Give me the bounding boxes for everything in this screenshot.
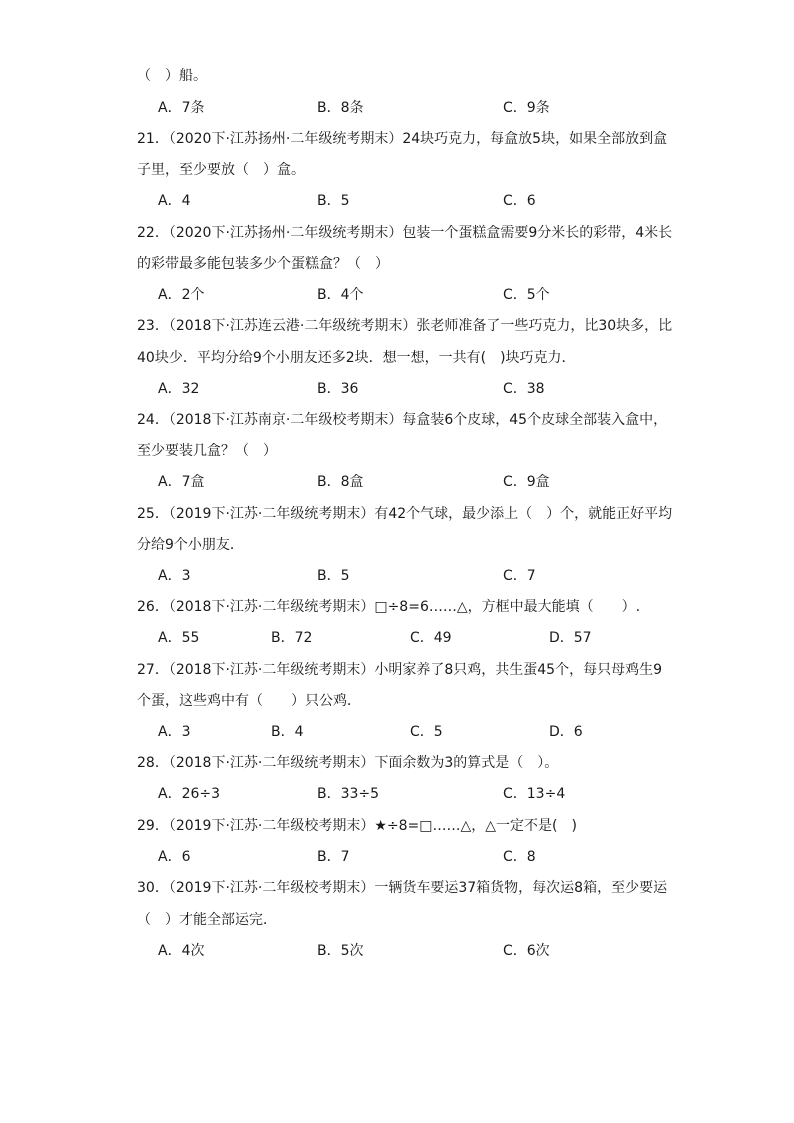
q29-option-c: C．8 bbox=[503, 849, 536, 865]
q28-option-b: B．33÷5 bbox=[317, 786, 380, 802]
q30-option-b: B．5次 bbox=[317, 943, 364, 959]
q23-stem-line1: 23．（2018下·江苏连云港·二年级统考期末）张老师准备了一些巧克力，比30块多，比 bbox=[137, 318, 673, 334]
q20-continuation: （ ）船。 bbox=[137, 68, 207, 84]
q25-option-a: A．3 bbox=[158, 568, 191, 584]
q24-stem-line1: 24．（2018下·江苏南京·二年级校考期末）每盒装6个皮球，45个皮球全部装入盒中， bbox=[137, 412, 668, 428]
q25-option-c: C．7 bbox=[503, 568, 536, 584]
q27-option-a: A．3 bbox=[158, 724, 191, 740]
q29-option-b: B．7 bbox=[317, 849, 350, 865]
q21-stem-line1: 21．（2020下·江苏扬州·二年级统考期末）24块巧克力，每盒放5块，如果全部放到盒 bbox=[137, 131, 668, 147]
q20-option-b: B．8条 bbox=[317, 100, 364, 116]
q23-option-c: C．38 bbox=[503, 381, 545, 397]
q24-option-b: B．8盒 bbox=[317, 474, 364, 490]
q21-option-a: A．4 bbox=[158, 193, 191, 209]
q30-stem-line2: （ ）才能全部运完． bbox=[137, 912, 277, 928]
q20-option-a: A．7条 bbox=[158, 100, 205, 116]
q22-stem-line1: 22．（2020下·江苏扬州·二年级统考期末）包装一个蛋糕盒需要9分米长的彩带，4米长 bbox=[137, 225, 673, 241]
q27-option-d: D．6 bbox=[549, 724, 583, 740]
q21-option-c: C．6 bbox=[503, 193, 536, 209]
q22-option-c: C．5个 bbox=[503, 287, 550, 303]
q30-option-a: A．4次 bbox=[158, 943, 205, 959]
q22-stem-line2: 的彩带最多能包装多少个蛋糕盒？（ ） bbox=[137, 256, 389, 272]
q30-option-c: C．6次 bbox=[503, 943, 550, 959]
q28-stem-line1: 28．（2018下·江苏·二年级统考期末）下面余数为3的算式是（ ）。 bbox=[137, 755, 559, 771]
q26-option-b: B．72 bbox=[271, 630, 313, 646]
q28-option-a: A．26÷3 bbox=[158, 786, 221, 802]
q24-option-a: A．7盒 bbox=[158, 474, 205, 490]
q25-stem-line2: 分给9个小朋友． bbox=[137, 537, 244, 553]
q21-option-b: B．5 bbox=[317, 193, 350, 209]
q26-option-c: C．49 bbox=[410, 630, 452, 646]
q20-option-c: C．9条 bbox=[503, 100, 550, 116]
q26-stem-line1: 26．（2018下·江苏·二年级统考期末）□÷8=6……△，方框中最大能填（ ）. bbox=[137, 599, 641, 615]
q23-option-b: B．36 bbox=[317, 381, 359, 397]
q24-stem-line2: 至少要装几盒？（ ） bbox=[137, 443, 277, 459]
q27-stem-line1: 27．（2018下·江苏·二年级统考期末）小明家养了8只鸡，共生蛋45个，每只母鸡生9 bbox=[137, 662, 662, 678]
q29-option-a: A．6 bbox=[158, 849, 191, 865]
q27-stem-line2: 个蛋，这些鸡中有（ ）只公鸡． bbox=[137, 693, 361, 709]
q25-option-b: B．5 bbox=[317, 568, 350, 584]
q23-option-a: A．32 bbox=[158, 381, 200, 397]
q29-stem-line1: 29．（2019下·江苏·二年级校考期末）★÷8=□……△，△一定不是( ) bbox=[137, 818, 577, 834]
q23-stem-line2: 40块少．平均分给9个小朋友还多2块．想一想，一共有( )块巧克力． bbox=[137, 350, 576, 366]
q22-option-a: A．2个 bbox=[158, 287, 205, 303]
q30-stem-line1: 30．（2019下·江苏·二年级校考期末）一辆货车要运37箱货物，每次运8箱，至少要运 bbox=[137, 880, 668, 896]
q28-option-c: C．13÷4 bbox=[503, 786, 566, 802]
q27-option-c: C．5 bbox=[410, 724, 443, 740]
q27-option-b: B．4 bbox=[271, 724, 304, 740]
q21-stem-line2: 子里，至少要放（ ）盒。 bbox=[137, 162, 305, 178]
q26-option-d: D．57 bbox=[549, 630, 592, 646]
q26-option-a: A．55 bbox=[158, 630, 200, 646]
q25-stem-line1: 25．（2019下·江苏·二年级统考期末）有42个气球，最少添上（ ）个，就能正好平均 bbox=[137, 506, 673, 522]
q22-option-b: B．4个 bbox=[317, 287, 364, 303]
q24-option-c: C．9盒 bbox=[503, 474, 550, 490]
